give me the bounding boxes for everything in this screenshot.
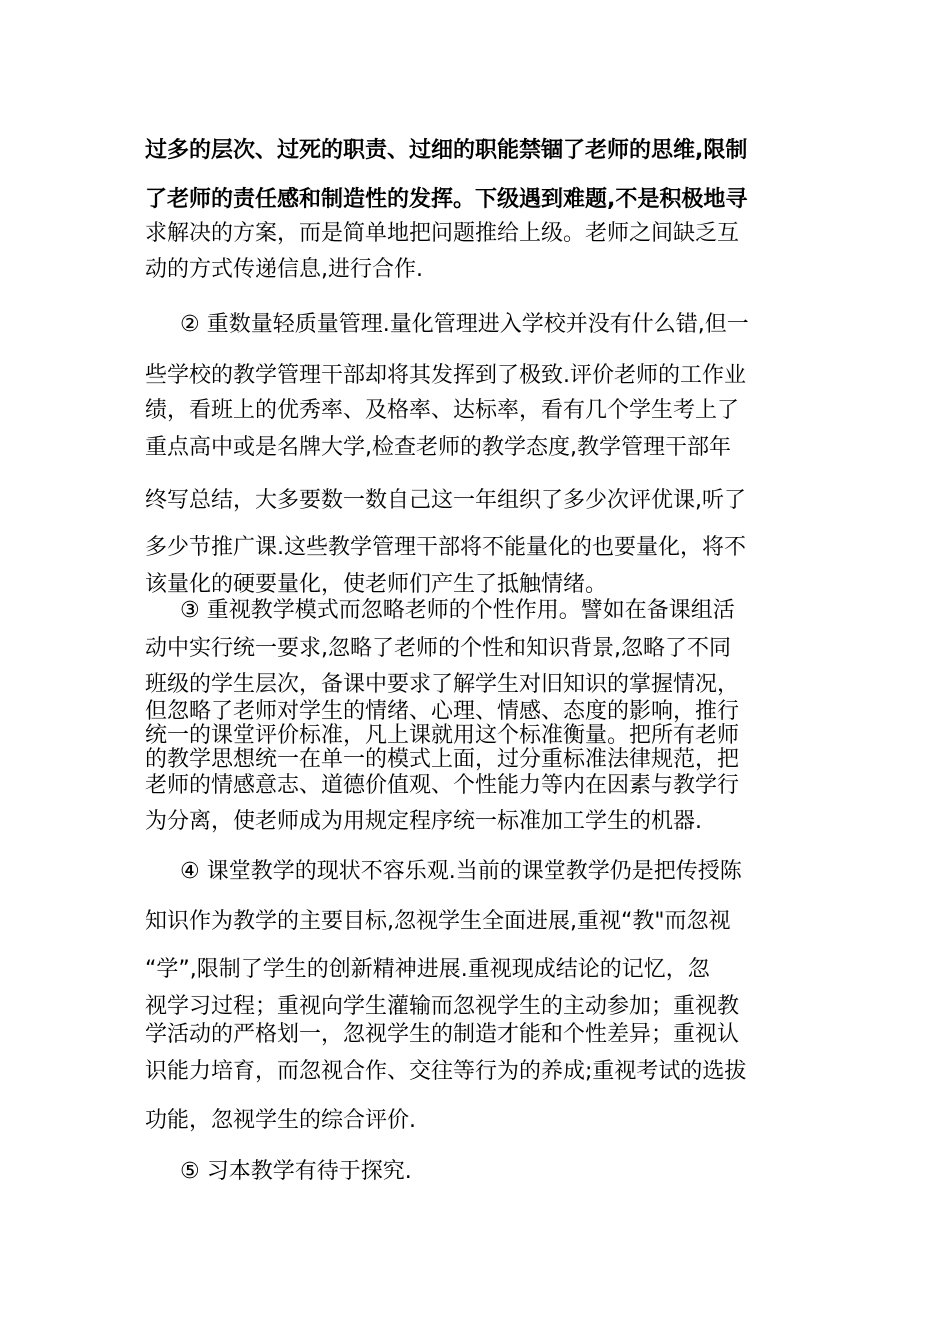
text-line: 统一的课堂评价标准，凡上课就用这个标准衡量。把所有老师	[145, 723, 740, 748]
text-line: 学活动的严格划一，忽视学生的制造才能和个性差异；重视认	[145, 1022, 740, 1047]
paragraph-lead-line: ④ 课堂教学的现状不容乐观.当前的课堂教学仍是把传授陈	[180, 859, 742, 884]
paragraph-lead-line: ⑤ 习本教学有待于探究.	[180, 1159, 412, 1184]
text-line: “学”,限制了学生的创新精神进展.重视现成结论的记忆，忽	[145, 957, 710, 982]
text-line: 为分离，使老师成为用规定程序统一标准加工学生的机器.	[145, 809, 702, 834]
text-line: 重点高中或是名牌大学,检查老师的教学态度,教学管理干部年	[145, 435, 731, 460]
text-line: 过多的层次、过死的职责、过细的职能禁锢了老师的思维,限制	[145, 138, 748, 163]
text-line: 求解决的方案，而是简单地把问题推给上级。老师之间缺乏互	[145, 221, 740, 246]
text-line: 些学校的教学管理干部却将其发挥到了极致.评价老师的工作业	[145, 363, 746, 388]
text-line: 班级的学生层次，备课中要求了解学生对旧知识的掌握情况，	[145, 672, 740, 697]
text-line: 的教学思想统一在单一的模式上面，过分重标准法律规范，把	[145, 747, 740, 772]
text-line: 功能，忽视学生的综合评价.	[145, 1108, 416, 1133]
text-line: 终写总结，大多要数一数自己这一年组织了多少次评优课,听了	[145, 488, 746, 513]
text-line: 但忽略了老师对学生的情绪、心理、情感、态度的影响，推行	[145, 699, 740, 724]
text-line: 绩，看班上的优秀率、及格率、达标率，看有几个学生考上了	[145, 398, 740, 423]
text-line: 识能力培育，而忽视合作、交往等行为的养成;重视考试的选拔	[145, 1059, 747, 1084]
text-line: 老师的情感意志、道德价值观、个性能力等内在因素与教学行	[145, 773, 740, 798]
text-line: 多少节推广课.这些教学管理干部将不能量化的也要量化，将不	[145, 535, 746, 560]
text-line: 动的方式传递信息,进行合作.	[145, 257, 423, 282]
text-line: 知识作为教学的主要目标,忽视学生全面进展,重视“教"而忽视	[145, 909, 731, 934]
text-line: 了老师的责任感和制造性的发挥。下级遇到难题,不是积极地寻	[145, 187, 748, 212]
paragraph-lead-line: ② 重数量轻质量管理.量化管理进入学校并没有什么错,但一	[180, 312, 749, 337]
text-line: 动中实行统一要求,忽略了老师的个性和知识背景,忽略了不同	[145, 636, 731, 661]
paragraph-lead-line: ③ 重视教学模式而忽略老师的个性作用。譬如在备课组活	[180, 598, 735, 623]
text-line: 该量化的硬要量化，使老师们产生了抵触情绪。	[145, 572, 608, 597]
text-line: 视学习过程；重视向学生灌输而忽视学生的主动参加；重视教	[145, 994, 740, 1019]
